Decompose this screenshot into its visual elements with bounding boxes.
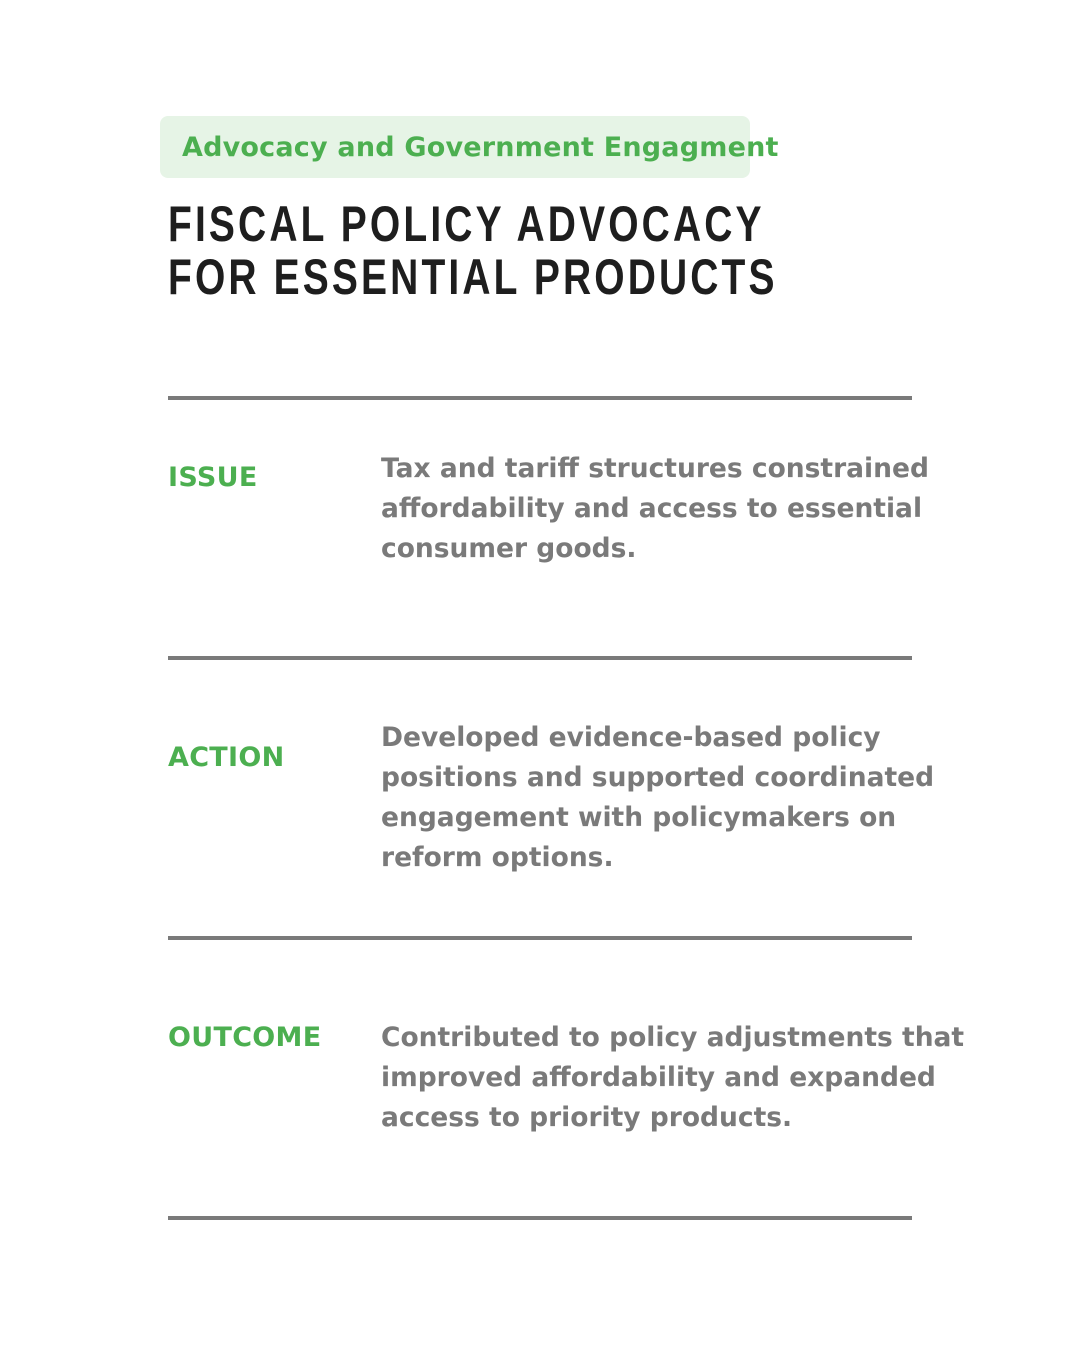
issue-label: ISSUE <box>168 462 258 493</box>
divider <box>168 396 912 400</box>
divider <box>168 936 912 940</box>
outcome-text: Contributed to policy adjustments that improved affordability and expanded access to priority products. <box>381 1022 965 1133</box>
divider <box>168 1216 912 1220</box>
category-tag <box>160 116 779 178</box>
issue-text: Tax and tariff structures constrained affordability and access to essential consumer goods. <box>381 453 929 564</box>
divider <box>168 656 912 660</box>
action-text: Developed evidence-based policy positions and supported coordinated engagement with policymakers on reform options. <box>381 722 935 873</box>
action-label: ACTION <box>168 742 285 773</box>
category-tag-label: Advocacy and Government Engagment <box>182 131 779 163</box>
outcome-label: OUTCOME <box>168 1022 322 1053</box>
page-title: FISCAL POLICY ADVOCACY FOR ESSENTIAL PRODUCTS <box>168 196 778 305</box>
